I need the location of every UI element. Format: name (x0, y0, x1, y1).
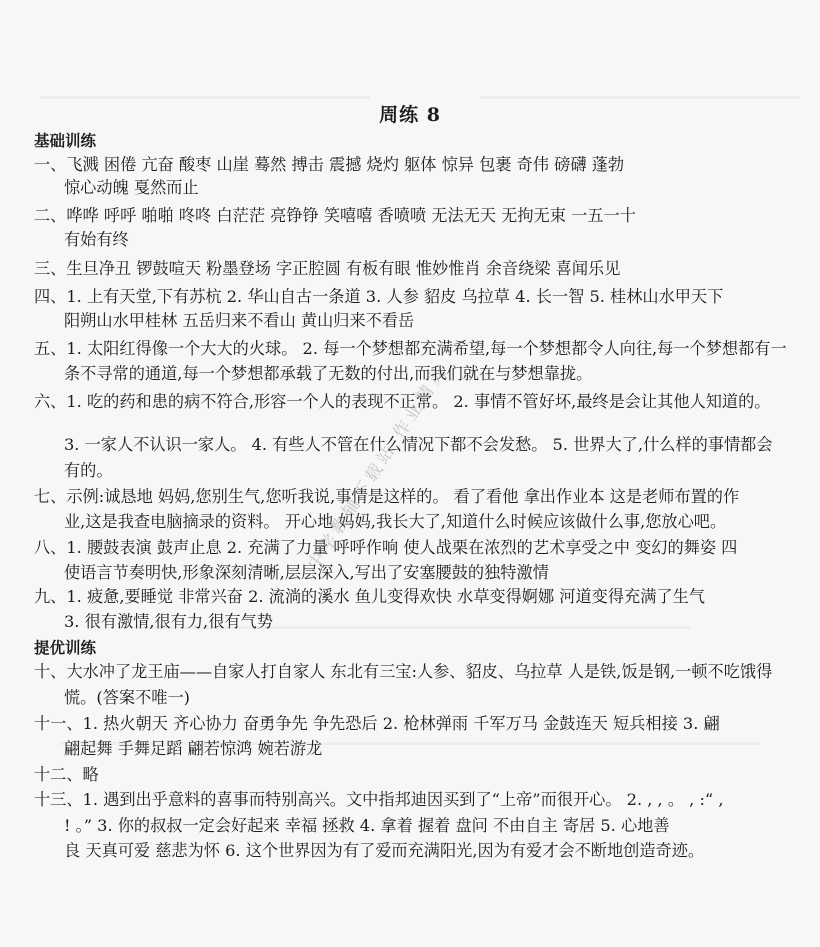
answer-line: 十三、1. 遇到出乎意料的喜事而特别高兴。文中指邦迪因买到了“上帝”而很开心。 2. , , 。 , :“ , (34, 790, 724, 809)
answer-line: 一、飞溅 困倦 亢奋 酸枣 山崖 蓦然 搏击 震撼 烧灼 躯体 惊异 包裹 奇伟 磅礴 蓬勃 (34, 155, 625, 174)
answer-line: 四、1. 上有天堂,下有苏杭 2. 华山自古一条道 3. 人参 貂皮 乌拉草 4. 长一智 5. 桂林山水甲天下 (34, 287, 724, 306)
answer-line: 条不寻常的通道,每一个梦想都承载了无数的付出,而我们就在与梦想靠拢。 (64, 364, 593, 383)
answer-line: 五、1. 太阳红得像一个大大的火球。 2. 每一个梦想都充满希望,每一个梦想都令人向往,每一个梦想都有一 (34, 339, 787, 358)
answer-line: 九、1. 疲惫,要睡觉 非常兴奋 2. 流淌的溪水 鱼儿变得欢快 水草变得婀娜 河道变得充满了生气 (34, 587, 705, 606)
section-heading-basic: 基础训练 (34, 131, 97, 150)
answer-line: 有始有终 (64, 230, 129, 249)
answer-line: 十、大水冲了龙王庙——自家人打自家人 东北有三宝:人参、貂皮、乌拉草 人是铁,饭是钢,一顿不吃饿得 (34, 662, 773, 681)
answer-line: 惊心动魄 戛然而止 (64, 178, 199, 197)
answer-line: 业,这是我查电脑摘录的资料。 开心地 妈妈,我长大了,知道什么时候应该做什么事,您放心吧。 (64, 512, 727, 531)
answer-line: 翩起舞 手舞足蹈 翩若惊鸿 婉若游龙 (64, 739, 323, 758)
answer-line: 三、生旦净丑 锣鼓喧天 粉墨登场 字正腔圆 有板有眼 惟妙惟肖 余音绕梁 喜闻乐见 (34, 259, 621, 278)
answer-line: 有的。 (64, 461, 113, 480)
answer-line: 慌。(答案不唯一) (64, 688, 190, 707)
bleed-through-mark (40, 96, 370, 99)
answer-line: 十二、略 (34, 765, 99, 784)
answer-line: ! 。” 3. 你的叔叔一定会好起来 幸福 拯救 4. 拿着 握着 盘问 不由自主 寄居 5. 心地善 (64, 816, 670, 835)
answer-line: 良 天真可爱 慈悲为怀 6. 这个世界因为有了爱而充满阳光,因为有爱才会不断地创造奇迹。 (64, 841, 705, 860)
answer-line: 二、哗哗 呼呼 啪啪 咚咚 白茫茫 亮铮铮 笑嘻嘻 香喷喷 无法无天 无拘无束 一五一十 (34, 206, 636, 225)
answer-line: 使语言节奏明快,形象深刻清晰,层层深入,写出了安塞腰鼓的独特激情 (64, 563, 549, 582)
section-heading-advanced: 提优训练 (34, 638, 97, 657)
page-title: 周练 8 (379, 104, 441, 126)
answer-line: 十一、1. 热火朝天 齐心协力 奋勇争先 争先恐后 2. 枪林弹雨 千军万马 金鼓连天 短兵相接 3. 翩 (34, 714, 720, 733)
answer-line: 3. 很有激情,很有力,很有气势 (64, 612, 273, 631)
answer-line: 3. 一家人不认识一家人。 4. 有些人不管在什么情况下都不会发愁。 5. 世界大了,什么样的事情都会 (64, 435, 773, 454)
answer-line: 六、1. 吃的药和患的病不符合,形容一个人的表现不正常。 2. 事情不管好坏,最终是会让其他人知道的。 (34, 392, 771, 411)
answer-line: 八、1. 腰鼓表演 鼓声止息 2. 充满了力量 呼呼作响 使人战栗在浓烈的艺术享受之中 变幻的舞姿 四 (34, 538, 738, 557)
watermark-text: 中学教辅下载站 作业精灵 (304, 361, 452, 574)
answer-line: 阳朔山水甲桂林 五岳归来不看山 黄山归来不看岳 (64, 311, 415, 330)
bleed-through-mark (480, 96, 800, 99)
answer-line: 七、示例:诚恳地 妈妈,您别生气,您听我说,事情是这样的。 看了看他 拿出作业本 这是老师布置的作 (34, 487, 740, 506)
